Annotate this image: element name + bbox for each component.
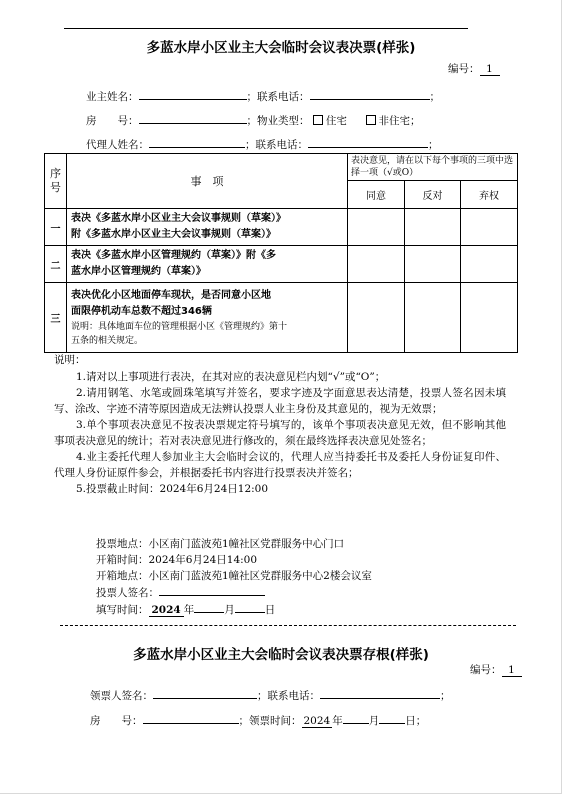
note-2: 2.请用钢笔、水笔或圆珠笔填写并签名，要求字迹及字面意思表达清楚，投票人签名因未填写、涂改、字迹不清等原因造成无法辨认投票人业主身份及其意见的，视为无效票；: [54, 387, 506, 415]
item-header: 事 项: [67, 154, 348, 209]
signer-row: [96, 584, 265, 600]
item-note: 五条的相关规定。: [71, 335, 144, 346]
room-label: 房 号：: [90, 715, 143, 727]
receiver-label: 领票人签名：: [90, 690, 153, 702]
row-end: ；: [429, 91, 440, 103]
item-line: 附《多蓝水岸小区业主大会议事规则（草案）》: [71, 229, 276, 240]
stub-title: 多蓝水岸小区业主大会临时会议表决票存根(样张): [133, 647, 429, 663]
agree-cell[interactable]: [348, 283, 405, 353]
open-place: 开箱地点：小区南门蓝波苑1幢社区党群服务中心2楼会议室: [96, 570, 372, 582]
row-seq: 一: [45, 209, 67, 246]
open-time: 开箱时间：2024年6月24日14:00: [96, 554, 258, 566]
against-cell[interactable]: [405, 246, 461, 283]
agree-header: 同意: [348, 181, 405, 209]
item-line: 面限停机动车总数不超过346辆: [71, 305, 212, 317]
proxy-phone-field[interactable]: [308, 136, 428, 148]
fill-month-field[interactable]: [194, 601, 224, 613]
stub-room-field[interactable]: [143, 712, 239, 724]
row-end: ；: [428, 139, 439, 151]
item-line: 表决优化小区地面停车现状，是否同意小区地: [71, 289, 271, 301]
receive-day-field[interactable]: [379, 712, 405, 724]
stub-room-row: [90, 712, 426, 728]
serial-label: 编号：: [448, 63, 480, 75]
against-cell[interactable]: [405, 209, 461, 246]
signer-field[interactable]: [159, 584, 265, 596]
receiver-field[interactable]: [153, 687, 257, 699]
vote-table: [44, 153, 518, 353]
against-header: 反对: [405, 181, 461, 209]
room-field[interactable]: [139, 112, 247, 124]
item-line: 蓝水岸小区管理规约（草案）》: [71, 266, 206, 277]
non-residential-label: 非住宅: [378, 115, 411, 127]
table-row: [45, 283, 518, 353]
month-unit: 月: [368, 715, 380, 727]
year-unit: 年: [332, 715, 343, 727]
abstain-cell[interactable]: [461, 283, 518, 353]
abstain-cell[interactable]: [461, 246, 518, 283]
receive-year: 2024: [303, 715, 331, 727]
seq-header: 序号: [45, 154, 67, 209]
phone-label: ；联系电话：: [257, 690, 320, 702]
row-end: ；: [410, 115, 421, 127]
note-3: 3.单个事项表决意见不按表决票规定符号填写的，该单个事项表决意见无效，但不影响其他事项表决意见的统计；若对表决意见进行修改的，须在最终选择表决意见处签名；: [54, 419, 506, 447]
month-unit: 月: [224, 604, 235, 616]
property-type-label: ；物业类型：: [246, 115, 310, 127]
signer-label: 投票人签名：: [96, 587, 159, 599]
abstain-cell[interactable]: [461, 209, 518, 246]
fill-year: 2024: [149, 604, 184, 617]
owner-name-field[interactable]: [139, 88, 247, 100]
fill-time-label: 填写时间：: [96, 604, 149, 616]
proxy-name-label: 代理人姓名：: [86, 139, 149, 151]
residential-label: 住宅: [325, 115, 347, 127]
receive-month-field[interactable]: [343, 712, 369, 724]
fill-day-field[interactable]: [235, 601, 265, 613]
owner-name-label: 业主姓名：: [86, 91, 139, 103]
row-seq: 二: [45, 246, 67, 283]
table-row: [45, 209, 518, 246]
receive-time-label: ；领票时间：: [238, 715, 302, 727]
proxy-name-field[interactable]: [149, 136, 245, 148]
residential-checkbox[interactable]: [313, 115, 323, 125]
day-unit: 日；: [405, 715, 427, 727]
note-4: 4.业主委托代理人参加业主大会临时会议的，代理人应当持委托书及委托人身份证复印件、代理人身份证原件参会，并根据委托书内容进行投票表决并签名；: [54, 451, 506, 479]
item-line: 表决《多蓝水岸小区管理规约（草案）》附《多: [71, 250, 276, 261]
notes-heading: 说明：: [54, 354, 86, 366]
ballot-title: 多蓝水岸小区业主大会临时会议表决票(样张): [146, 40, 416, 56]
row-item: [67, 283, 348, 353]
non-residential-checkbox[interactable]: [366, 115, 376, 125]
agree-cell[interactable]: [348, 246, 405, 283]
stub-phone-field[interactable]: [320, 687, 440, 699]
serial-value: 1: [502, 664, 522, 677]
receiver-row: [90, 687, 451, 703]
row-item: [67, 246, 348, 283]
opinion-header: 表决意见，请在以下每个事项的三项中选择一项（√或O）: [348, 154, 518, 181]
notes-body: [54, 369, 506, 497]
row-item: [67, 209, 348, 246]
against-cell[interactable]: [405, 283, 461, 353]
phone-label: ；联系电话：: [245, 139, 308, 151]
item-note: 说明：具体地面车位的管理根据小区《管理规约》第十: [71, 321, 288, 332]
phone-label: ；联系电话：: [246, 91, 310, 103]
table-header-row: [45, 154, 518, 181]
proxy-row: [86, 136, 439, 152]
owner-row: [86, 88, 440, 104]
ballot-serial: [448, 61, 500, 76]
item-line: 表决《多蓝水岸小区业主大会议事规则（草案）》: [71, 213, 286, 224]
serial-label: 编号：: [470, 664, 502, 676]
year-unit: 年: [183, 604, 195, 616]
stub-serial: [470, 662, 522, 677]
row-seq: 三: [45, 283, 67, 353]
room-label: 房 号：: [86, 115, 139, 127]
fill-time-row: [96, 601, 275, 617]
note-1: 1.请对以上事项进行表决，在其对应的表决意见栏内划“√”或“O”；: [76, 371, 386, 383]
table-row: [45, 246, 518, 283]
cut-line: [60, 625, 516, 626]
top-rule: [64, 28, 468, 29]
abstain-header: 弃权: [461, 181, 518, 209]
phone-field[interactable]: [310, 88, 430, 100]
vote-place: 投票地点：小区南门蓝波苑1幢社区党群服务中心门口: [96, 538, 345, 550]
serial-value: 1: [480, 63, 500, 76]
agree-cell[interactable]: [348, 209, 405, 246]
note-5: 5.投票截止时间：2024年6月24日12:00: [76, 483, 269, 495]
row-end: ；: [440, 690, 451, 702]
day-unit: 日: [264, 604, 276, 616]
room-row: [86, 112, 421, 128]
